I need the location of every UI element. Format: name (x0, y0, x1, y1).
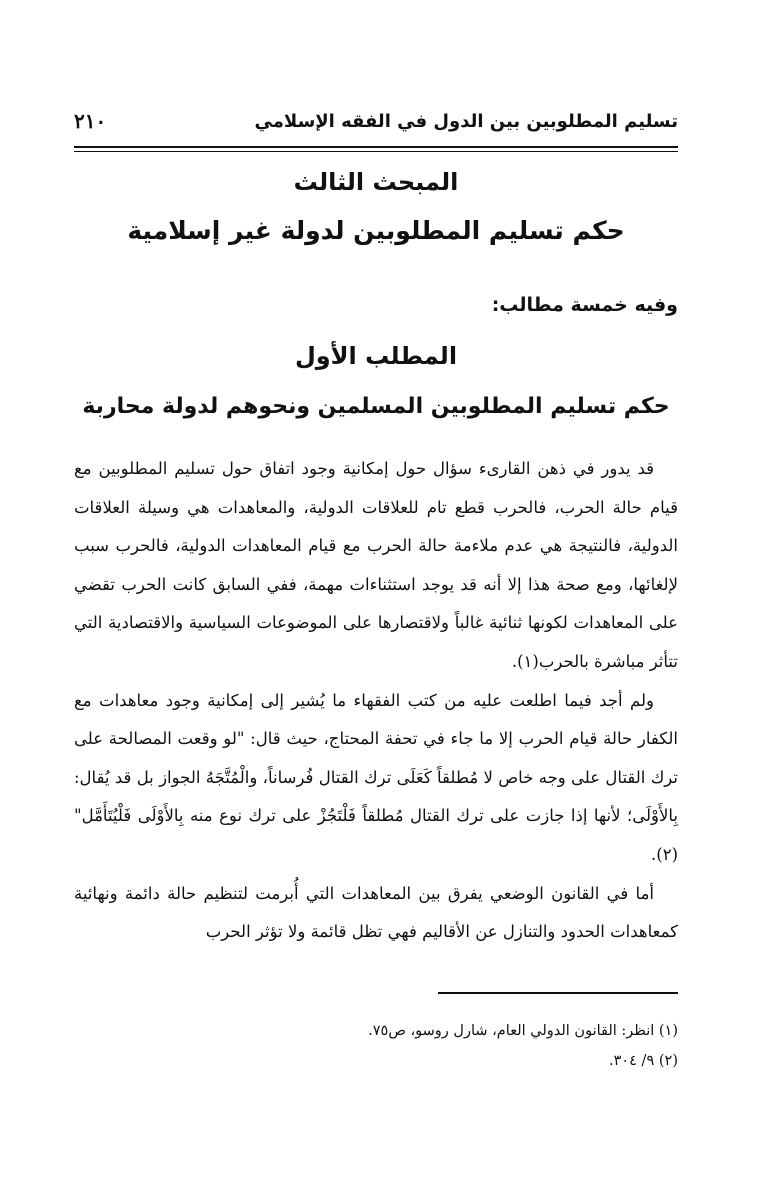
intro-line: وفيه خمسة مطالب: (491, 294, 678, 316)
requirement-title: حكم تسليم المطلوبين المسلمين ونحوهم لدولة محاربة (82, 394, 670, 419)
running-header (74, 104, 678, 138)
page-number: ٢١٠ (74, 109, 107, 133)
running-title: تسليم المطلوبين بين الدول في الفقه الإسلامي (254, 110, 678, 132)
footnotes (74, 1016, 678, 1076)
paragraph-3: أما في القانون الوضعي يفرق بين المعاهدات التي أُبرمت لتنظيم حالة دائمة ونهائية كمعاهدات الحدود والتنازل عن الأقاليم فهي تظل قائمة ولا تؤثر الحرب (74, 883, 678, 942)
paragraph-2: ولم أجد فيما اطلعت عليه من كتب الفقهاء ما يُشير إلى إمكانية وجود معاهدات مع الكفار حالة قيام الحرب إلا ما جاء في تحفة المحتاج، حيث قال: "لو وقعت المصالحة على ترك القتال على وجه خاص لا مُطلقاً كَعَلَى ترك القتال فُرساناً، والْمُتَّجَهُ الجواز بل قد يُقال: بِالأَوْلَى؛ لأنها إذا جازت على ترك القتال مُطلقاً فَلْتَجُزْ على ترك نوع منه بِالأَوْلَى فَلْيُتَأَمَّل"(٢). (74, 690, 678, 864)
header-rule (74, 146, 678, 152)
section-heading: المبحث الثالث (293, 168, 459, 196)
paragraph-1: قد يدور في ذهن القارىء سؤال حول إمكانية وجود اتفاق حول تسليم المطلوبين مع قيام حالة الحرب، فالحرب قطع تام للعلاقات الدولية، والمعاهدات هي وسيلة العلاقات الدولية، فالنتيجة هي عدم ملاءمة حالة الحرب مع قيام المعاهدات الدولية، فالحرب سبب لإلغائها، ومع صحة هذا إلا أنه قد يوجد استثناءات مهمة، ففي السابق كانت الحرب تقضي على المعاهدات لكونها ثنائية غالباً ولاقتصارها على الموضوعات السياسية والاقتصادية التي تتأثر مباشرة بالحرب(١). (74, 459, 678, 671)
section-title: حكم تسليم المطلوبين لدولة غير إسلامية (127, 216, 625, 245)
body-text (74, 450, 678, 952)
footnote-rule (438, 992, 678, 994)
requirement-heading: المطلب الأول (294, 342, 458, 370)
footnote-1: (١) انظر: القانون الدولي العام، شارل روسو، ص٧٥. (368, 1023, 678, 1039)
footnote-2: (٢) ٩/ ٣٠٤. (608, 1053, 678, 1069)
